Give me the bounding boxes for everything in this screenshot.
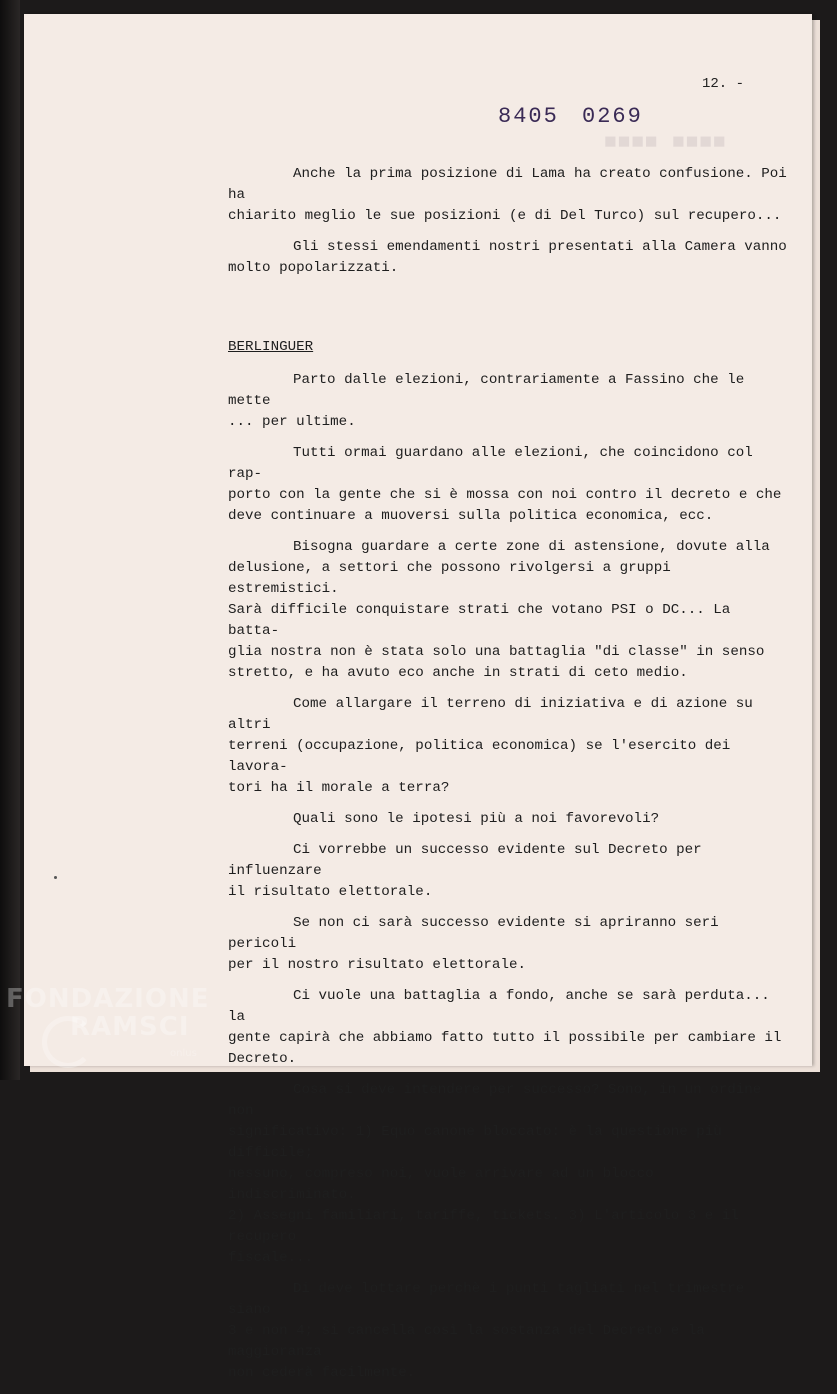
document-stack-edge <box>0 0 20 1080</box>
typewritten-page <box>24 14 812 1381</box>
ink-dot <box>54 876 57 879</box>
paragraph: Anche la prima posizione di Lama ha creato confusione. Poi ha chiarito meglio le sue posizioni (e di Del Turco) sul recupero... <box>228 166 787 224</box>
speaker-heading: BERLINGUER <box>228 339 314 355</box>
paragraph: Ci vuole una battaglia a fondo, anche se sarà perduta... la gente capirà che abbiamo fatto tutto il possibile per cambiare il Decreto. <box>228 988 782 1067</box>
paragraph: Bisogna guardare a certe zone di astensione, dovute alla delusione, a settori che possono rivolgersi a gruppi estremistici. Sarà difficile conquistare strati che votano PSI o DC... La batta- glia nostra non è stata solo una battaglia "di classe" in senso stretto, e ha avuto eco anche in strati di ceto medio. <box>228 539 770 681</box>
archive-stamp: 8405 0269 <box>498 104 643 129</box>
document-body <box>228 164 788 1394</box>
paragraph: Parto dalle elezioni, contrariamente a Fassino che le mette ... per ultime. <box>228 372 745 430</box>
watermark-line2: RAMSCI <box>70 1012 190 1042</box>
paragraph: Come allargare il terreno di iniziativa e di azione su altri terreni (occupazione, politica economica) se l'esercito dei lavora- tori ha il morale a terra? <box>228 696 753 796</box>
paragraph: Gli stessi emendamenti nostri presentati alla Camera vanno molto popolarizzati. <box>228 239 787 276</box>
paragraph: Se non ci sarà successo evidente si apriranno seri pericoli per il nostro risultato elettorale. <box>228 915 719 973</box>
page-number: 12. - <box>702 76 745 92</box>
watermark-line1: FONDAZIONE <box>6 984 210 1014</box>
paragraph: Quali sono le ipotesi più a noi favorevoli? <box>293 811 660 827</box>
paragraph: Di deve lottare perchè i punti tagliati nel trimestre siano 3 e non 4; si cancella così la sostanza del Decreto e la maggioranza non cederà facilmente. <box>228 1281 745 1381</box>
watermark-onlus: onlus <box>170 1048 197 1059</box>
show-through-stamp: ■■■■ ■■■■ <box>604 132 727 155</box>
paragraph: Cosa si deve intendere per successo? Sono, in un ordine non significativo: 1) Equo canone bloccato: è la questione più difficile; nessuno, compreso noi, vuole arrivare ad un blocco indiscriminato. 2) Assegni familiari, tariffe, tickets. 3) L'articolo 3 e il recupero fiscale... <box>228 1082 762 1266</box>
paragraph: Tutti ormai guardano alle elezioni, che coincidono col rap- porto con la gente che si è mossa con noi contro il decreto e che deve continuare a muoversi sulla politica economica, ecc. <box>228 445 782 524</box>
paragraph: Ci vorrebbe un successo evidente sul Decreto per influenzare il risultato elettorale. <box>228 842 702 900</box>
